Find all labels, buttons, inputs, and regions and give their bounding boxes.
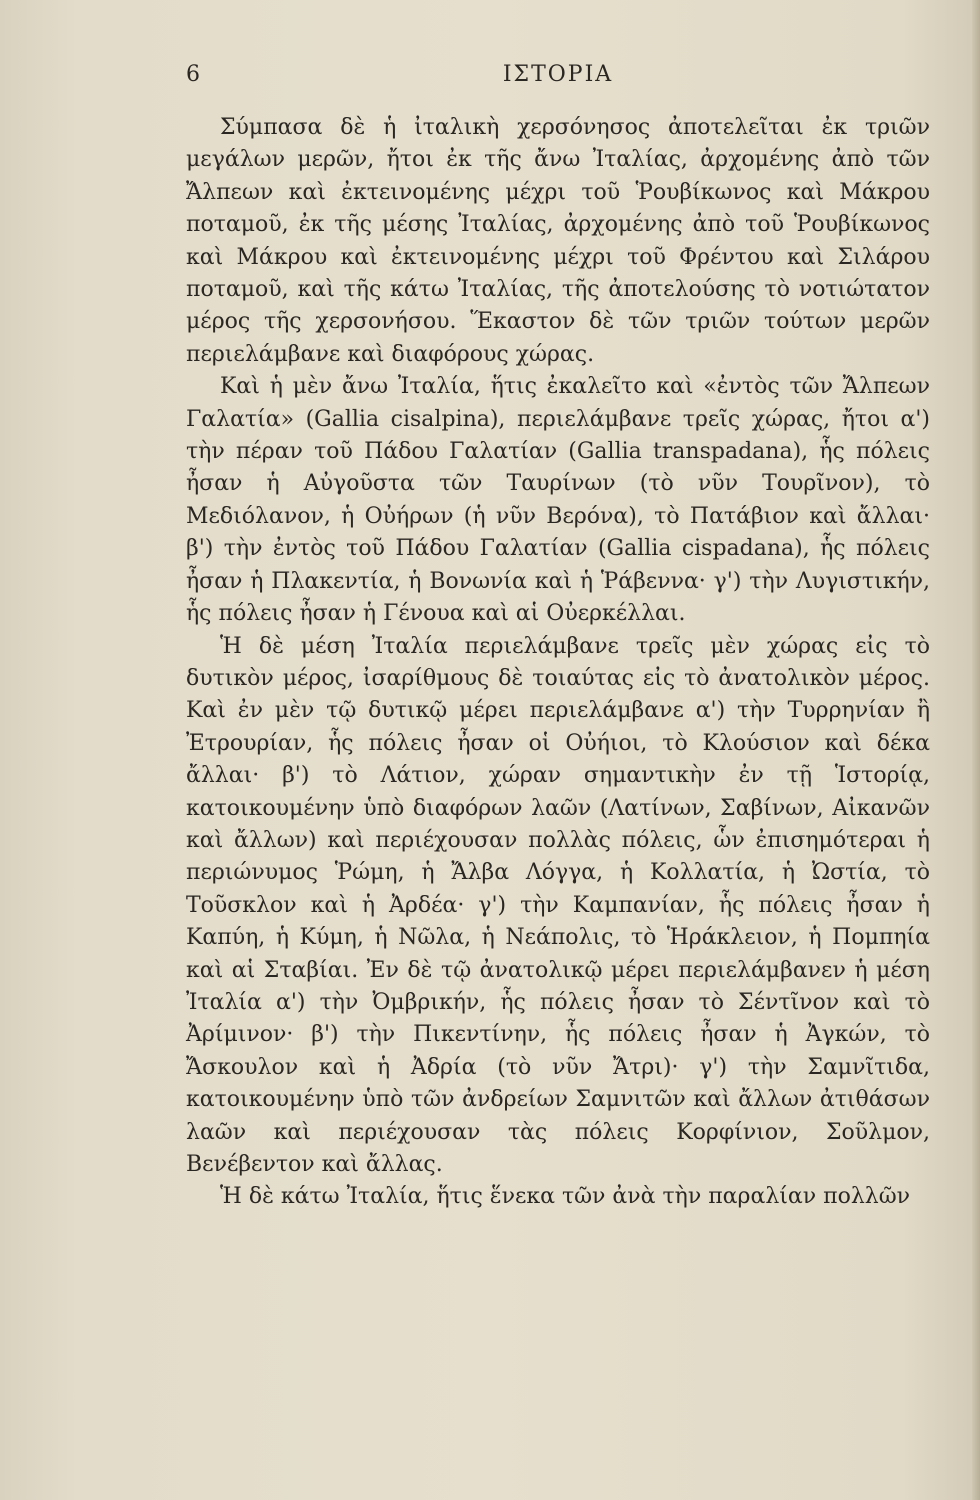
- paragraph-1: Σύμπασα δὲ ἡ ἰταλικὴ χερσόνησος ἀποτελεῖται ἐκ τριῶν μεγάλων μερῶν, ἤτοι ἐκ τῆς ἄνω Ἰταλίας, ἀρχομένης ἀπὸ τῶν Ἄλπεων καὶ ἐκτεινομένης μέχρι τοῦ Ῥουβίκωνος καὶ Μάκρου ποταμοῦ, ἐκ τῆς μέσης Ἰταλίας, ἀρχομένης ἀπὸ τοῦ Ῥουβίκωνος καὶ Μάκρου καὶ ἐκτεινομένης μέχρι τοῦ Φρέντου καὶ Σιλάρου ποταμοῦ, καὶ τῆς κάτω Ἰταλίας, τῆς ἀποτελούσης τὸ νοτιώτατον μέρος τῆς χερσονήσου. Ἕκαστον δὲ τῶν τριῶν τούτων μερῶν περιελάμβανε καὶ διαφόρους χώρας.: [186, 115, 930, 367]
- page-edge: [972, 0, 980, 1500]
- paragraph-3: Ἡ δὲ μέση Ἰταλία περιελάμβανε τρεῖς μὲν χώρας εἰς τὸ δυτικὸν μέρος, ἰσαρίθμους δὲ τοιαύτας εἰς τὸ ἀνατολικὸν μέρος. Καὶ ἐν μὲν τῷ δυτικῷ μέρει περιελάμβανε α') τὴν Τυρρηνίαν ἢ Ἐτρουρίαν, ἧς πόλεις ἦσαν οἱ Οὐήιοι, τὸ Κλούσιον καὶ δέκα ἄλλαι· β') τὸ Λάτιον, χώραν σημαντικὴν ἐν τῇ Ἱστορίᾳ, κατοικουμένην ὑπὸ διαφόρων λαῶν (Λατίνων, Σαβίνων, Αἰκανῶν καὶ ἄλλων) καὶ περιέχουσαν πολλὰς πόλεις, ὧν ἐπισημότεραι ἡ περιώνυμος Ῥώμη, ἡ Ἄλβα Λόγγα, ἡ Κολλατία, ἡ Ὠστία, τὸ Τοῦσκλον καὶ ἡ Ἀρδέα· γ') τὴν Καμπανίαν, ἧς πόλεις ἦσαν ἡ Καπύη, ἡ Κύμη, ἡ Νῶλα, ἡ Νεάπολις, τὸ Ἡράκλειον, ἡ Πομπηία καὶ αἱ Σταβίαι. Ἐν δὲ τῷ ἀνατολικῷ μέρει περιελάμβανεν ἡ μέση Ἰταλία α') τὴν Ὀμβρικήν, ἧς πόλεις ἦσαν τὸ Σέντῖνον καὶ τὸ Ἀρίμινον· β') τὴν Πικεντίνην, ἧς πόλεις ἦσαν ἡ Ἀγκών, τὸ Ἄσκουλον καὶ ἡ Ἀδρία (τὸ νῦν Ἄτρι)· γ') τὴν Σαμνῖτιδα, κατοικουμένην ὑπὸ τῶν ἀνδρείων Σαμνιτῶν καὶ ἄλλων ἀτιθάσων λαῶν καὶ περιέχουσαν τὰς πόλεις Κορφίνιον, Σοῦλμον, Βενέβεντον καὶ ἄλλας.: [186, 633, 930, 1177]
- paragraph-2: Καὶ ἡ μὲν ἄνω Ἰταλία, ἥτις ἐκαλεῖτο καὶ «ἐντὸς τῶν Ἄλπεων Γαλατία» (Gallia cisalpina), περιελάμβανε τρεῖς χώρας, ἤτοι α') τὴν πέραν τοῦ Πάδου Γαλατίαν (Gallia transpadana), ἧς πόλεις ἦσαν ἡ Αὐγοῦστα τῶν Ταυρίνων (τὸ νῦν Τουρῖνον), τὸ Μεδιόλανον, ἡ Οὐήρων (ἡ νῦν Βερόνα), τὸ Πατάβιον καὶ ἄλλαι· β') τὴν ἐντὸς τοῦ Πάδου Γαλατίαν (Gallia cispadana), ἧς πόλεις ἦσαν ἡ Πλακεντία, ἡ Βονωνία καὶ ἡ Ῥάβεννα· γ') τὴν Λυγιστικήν, ἧς πόλεις ἦσαν ἡ Γένουα καὶ αἱ Οὐερκέλλαι.: [186, 374, 930, 627]
- paragraph-4: Ἡ δὲ κάτω Ἰταλία, ἥτις ἕνεκα τῶν ἀνὰ τὴν παραλίαν πολλῶν: [220, 1184, 911, 1210]
- page-header: [186, 62, 930, 92]
- running-title: ΙΣΤΟΡΙΑ: [502, 62, 614, 87]
- page-number: 6: [186, 62, 201, 87]
- body-text: [186, 112, 930, 1214]
